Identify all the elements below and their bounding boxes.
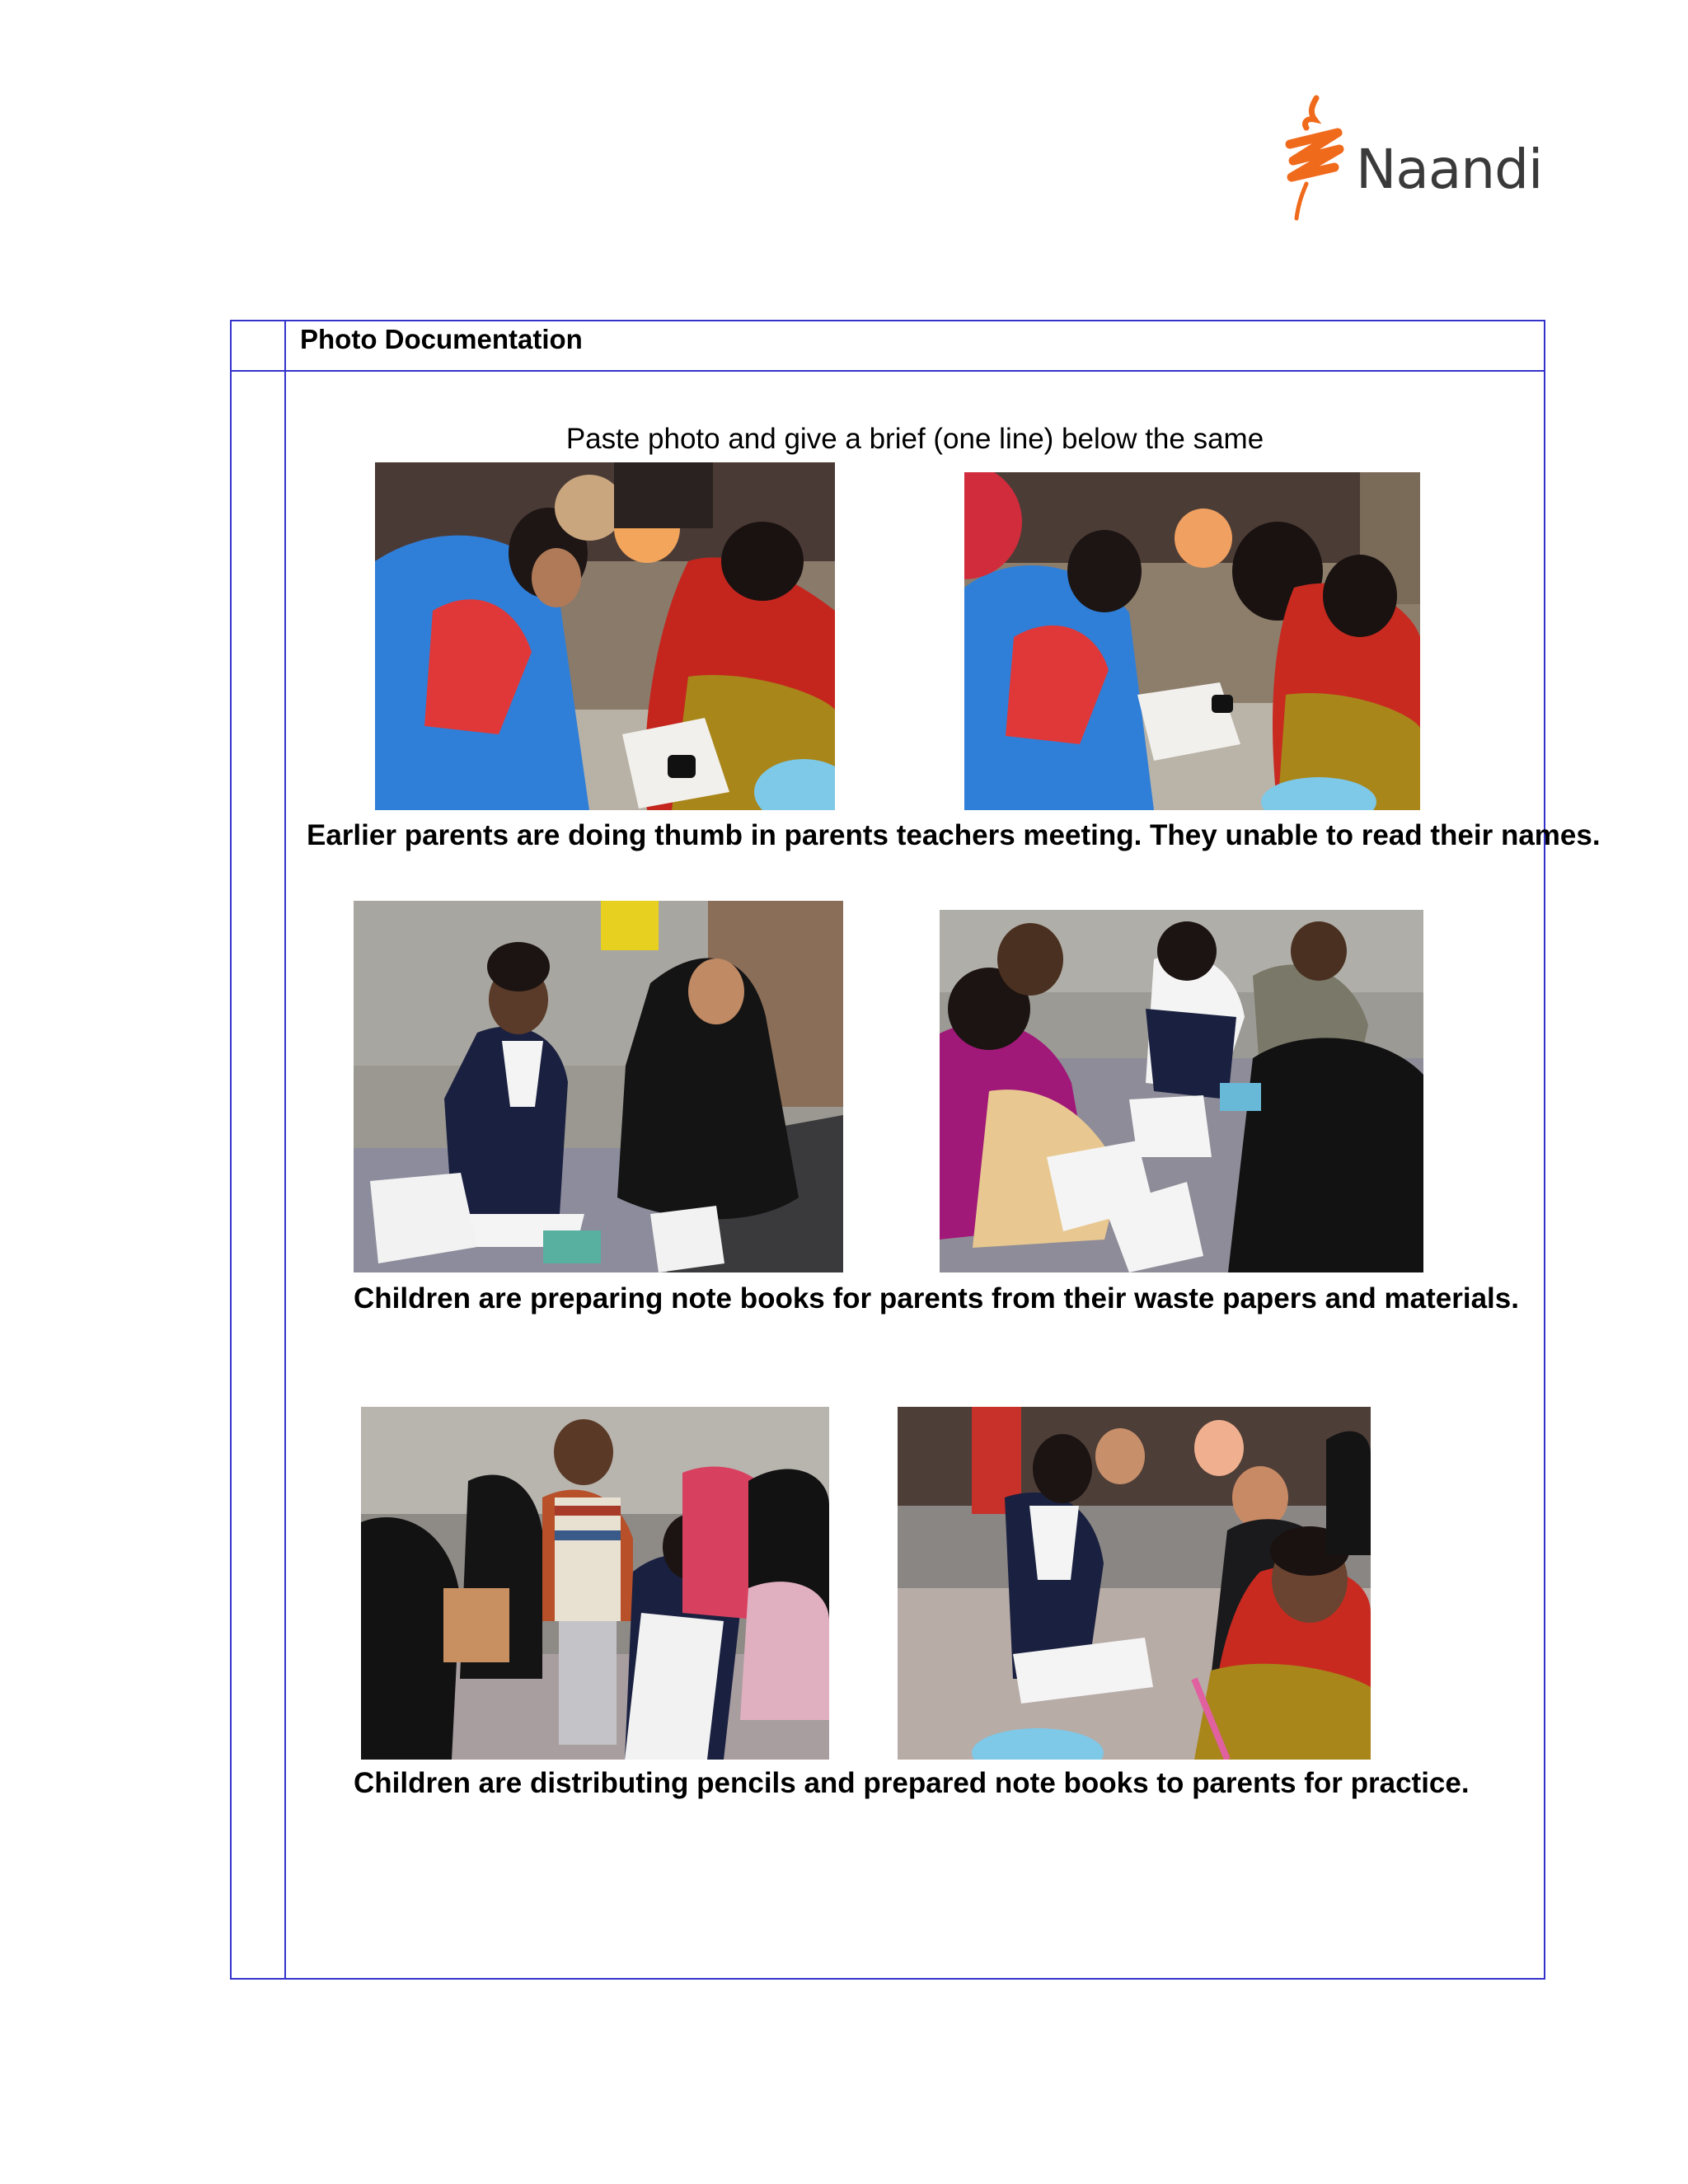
photo-distributing-pencils-2 <box>898 1407 1371 1760</box>
photo-parents-thumb-impression-1 <box>375 462 835 810</box>
photo-children-preparing-notebooks-2 <box>940 910 1423 1272</box>
caption-preparing-notebooks: Children are preparing note books for parents from their waste papers and materials. <box>354 1282 1519 1315</box>
section-heading: Photo Documentation <box>300 324 583 354</box>
instruction-text: Paste photo and give a brief (one line) below the same <box>565 423 1264 455</box>
table-row-divider <box>230 370 1545 372</box>
photo-parents-thumb-impression-2 <box>964 472 1420 810</box>
brand-name: Naandi <box>1356 138 1543 201</box>
naandi-logo <box>1273 95 1545 227</box>
caption-distributing-pencils: Children are distributing pencils and prepared note books to parents for practice. <box>354 1767 1470 1799</box>
photo-children-preparing-notebooks-1 <box>354 901 843 1272</box>
photo-distributing-pencils-1 <box>361 1407 829 1760</box>
flame-icon <box>1273 95 1356 227</box>
table-column-divider <box>284 320 286 1980</box>
caption-thumb-impression: Earlier parents are doing thumb in parents teachers meeting. They unable to read their names. <box>307 819 1601 851</box>
